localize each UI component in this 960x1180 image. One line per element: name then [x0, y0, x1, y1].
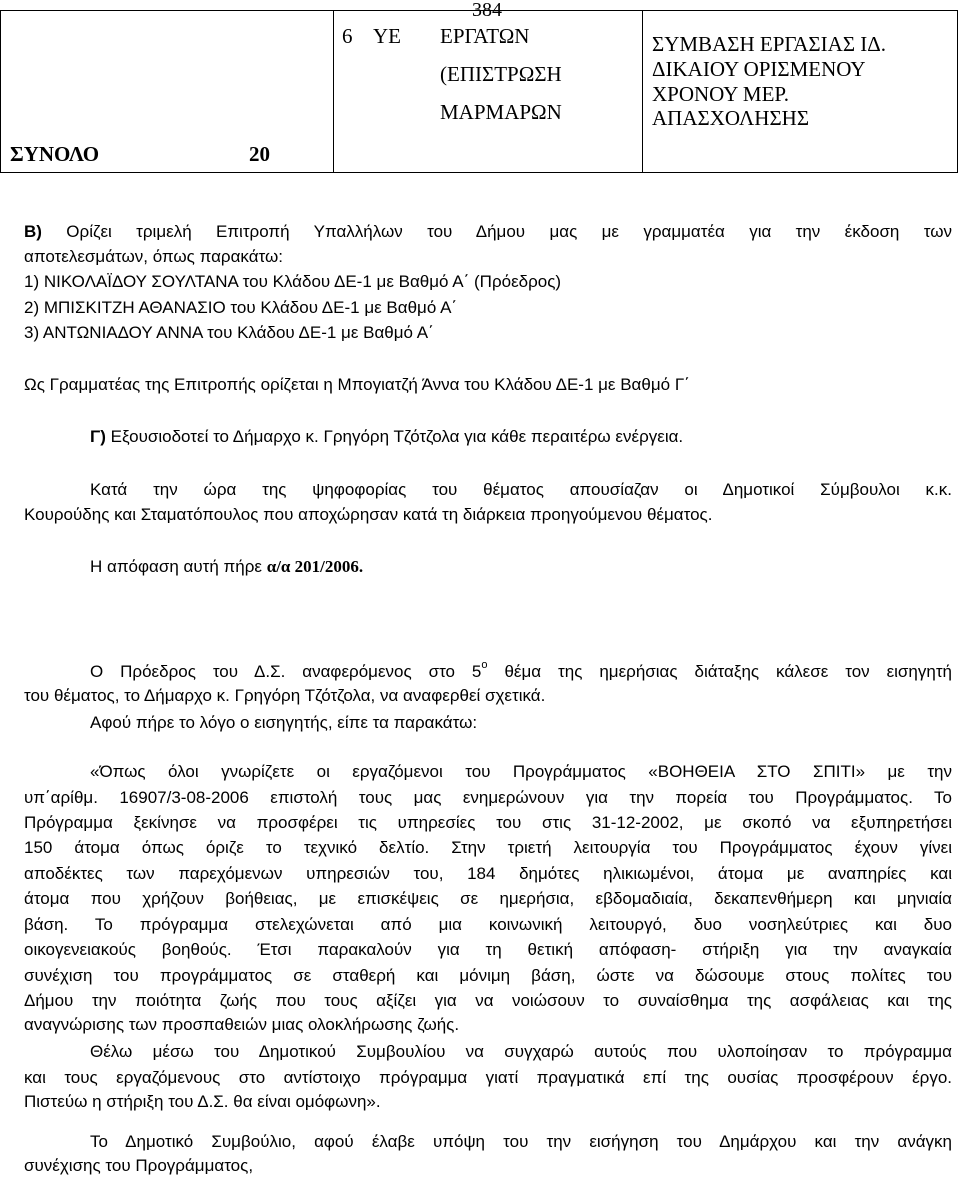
committee-member: 3) ΑΝΤΩΝΙΑΔΟΥ ΑΝΝΑ του Κλάδου ΔΕ-1 με Βαθμό Α΄ [24, 323, 434, 342]
table-contract-line: ΧΡΟΝΟΥ ΜΕΡ. [652, 82, 790, 106]
speech-line: βάση. Το πρόγραμμα στελεχώνεται από μια κοινωνική λειτουργό, δυο νοσηλεύτριες και δυο [24, 915, 952, 934]
committee-member: 1) ΝΙΚΟΛΑΪΔΟΥ ΣΟΥΛΤΑΝΑ του Κλάδου ΔΕ-1 με Βαθμό Α΄ (Πρόεδρος) [24, 272, 562, 291]
table-contract-line: ΑΠΑΣΧΟΛΗΣΗΣ [652, 106, 810, 130]
decision-text: Η απόφαση αυτή πήρε [90, 557, 262, 576]
table-divider [333, 10, 334, 173]
table-specialty-line: ΜΑΡΜΑΡΩΝ [440, 100, 562, 124]
final-line: Το Δημοτικό Συμβούλιο, αφού έλαβε υπόψη του την εισήγηση του Δημάρχου και την ανάγκη [90, 1132, 952, 1151]
speech-line: αποδέκτες των παρεχόμενων υπηρεσιών του, 184 δημότες ηλικιωμένοι, άτομα με αναπηρίες και [24, 864, 952, 883]
section-b-line2: αποτελεσμάτων, όπως παρακάτω: [24, 247, 284, 266]
next-item-text: θέμα της ημερήσιας διάταξης κάλεσε τον εισηγητή [504, 662, 953, 681]
table-specialty-line: ΕΡΓΑΤΩΝ [440, 24, 530, 48]
table-total-value: 20 [249, 142, 270, 166]
table-contract-line: ΣΥΜΒΑΣΗ ΕΡΓΑΣΙΑΣ ΙΔ. [652, 32, 887, 56]
next-item-text: Ο Πρόεδρος του Δ.Σ. αναφερόμενος στο 5 [90, 662, 482, 681]
speech-line: Πρόγραμμα ξεκίνησε να προσφέρει τις υπηρεσίες του στις 31-12-2002, με σκοπό να εξυπηρετήσει [24, 813, 952, 832]
speech-line: υπ΄αρίθμ. 16907/3-08-2006 επιστολή τους μας ενημερώνουν για την πορεία του Προγράμματος. Το [24, 788, 952, 807]
speech-line: «Όπως όλοι γνωρίζετε οι εργαζόμενοι του Προγράμματος «ΒΟΗΘΕΙΑ ΣΤΟ ΣΠΙΤΙ» με την [90, 762, 952, 781]
decision-number: α/α 201/2006. [266, 557, 364, 576]
absence-line: Κουρούδης και Σταματόπουλος που αποχώρησαν κατά τη διάρκεια προηγούμενου θέματος. [24, 505, 713, 524]
section-c-label: Γ) [90, 427, 106, 446]
speech-line: αναγνώρισης των προσπαθειών μιας ολοκλήρωσης ζωής. [24, 1015, 460, 1034]
section-b-label: Β) [24, 222, 42, 241]
next-item-line: του θέματος, το Δήμαρχο κ. Γρηγόρη Τζότζολα, να αναφερθεί σχετικά. [24, 686, 546, 705]
speech2-line: Θέλω μέσω του Δημοτικού Συμβουλίου να συγχαρώ αυτούς που υλοποίησαν το πρόγραμμα [90, 1042, 952, 1061]
table-divider [642, 10, 643, 173]
speech2-line: Πιστεύω η στήριξη του Δ.Σ. θα είναι ομόφωνη». [24, 1092, 381, 1111]
speech-line: Δήμου την ποιότητα ζωής που τους αξίζει για να νοιώσουν το συναίσθημα της ασφάλειας και της [24, 991, 952, 1010]
committee-member: 2) ΜΠΙΣΚΙΤΖΗ ΑΘΑΝΑΣΙΟ του Κλάδου ΔΕ-1 με Βαθμό Α΄ [24, 298, 458, 317]
speech-line: 150 άτομα όπως όριζε το τεχνικό δελτίο. Στην τριετή λειτουργία του Προγράμματος έχουν γίνει [24, 838, 952, 857]
section-c-text: Εξουσιοδοτεί το Δήμαρχο κ. Γρηγόρη Τζότζολα για κάθε περαιτέρω ενέργεια. [110, 427, 684, 446]
speech2-line: και τους εργαζόμενους στο αντίστοιχο πρόγραμμα γιατί πραγματικά επί της ουσίας προσφέρουν έργο. [24, 1068, 952, 1087]
committee-secretary: Ως Γραμματέας της Επιτροπής ορίζεται η Μπογιατζή Άννα του Κλάδου ΔΕ-1 με Βαθμό Γ΄ [24, 375, 690, 394]
ordinal-superscript: ο [481, 659, 488, 672]
section-c-line [90, 425, 683, 449]
table-unit: ΥΕ [373, 24, 401, 48]
table-total-label: ΣΥΝΟΛΟ [10, 142, 100, 166]
section-b-text: Ορίζει τριμελή Επιτροπή Υπαλλήλων του Δήμου μας με γραμματέα για την έκδοση των [66, 222, 952, 241]
table-specialty-line: (ΕΠΙΣΤΡΩΣΗ [440, 62, 562, 86]
table-contract-line: ΔΙΚΑΙΟΥ ΟΡΙΣΜΕΝΟΥ [652, 57, 866, 81]
section-b-line [24, 219, 952, 244]
decision-line [90, 555, 363, 579]
page-number: 384 [472, 0, 502, 21]
speech-line: συνέχιση του προγράμματος σε σταθερή και μόνιμη βάση, ώστε να δώσουμε στους πολίτες του [24, 966, 952, 985]
speech-line: άτομα που χρήζουν βοήθειας, με επισκέψεις σε ημερήσια, εβδομαδιαία, δεκαπενθήμερη και μηνιαία [24, 889, 952, 908]
absence-line: Κατά την ώρα της ψηφοφορίας του θέματος απουσίαζαν οι Δημοτικοί Σύμβουλοι κ.κ. [90, 480, 952, 499]
table-row-number: 6 [342, 24, 353, 48]
rapporteur-intro: Αφού πήρε το λόγο ο εισηγητής, είπε τα παρακάτω: [90, 713, 478, 732]
next-item-line [90, 659, 952, 684]
speech-line: οικογενειακούς βοηθούς. Έτσι παρακαλούν για τη θετική απόφαση- στήριξη για την αναγκαία [24, 940, 952, 959]
final-line: συνέχισης του Προγράμματος, [24, 1156, 254, 1175]
